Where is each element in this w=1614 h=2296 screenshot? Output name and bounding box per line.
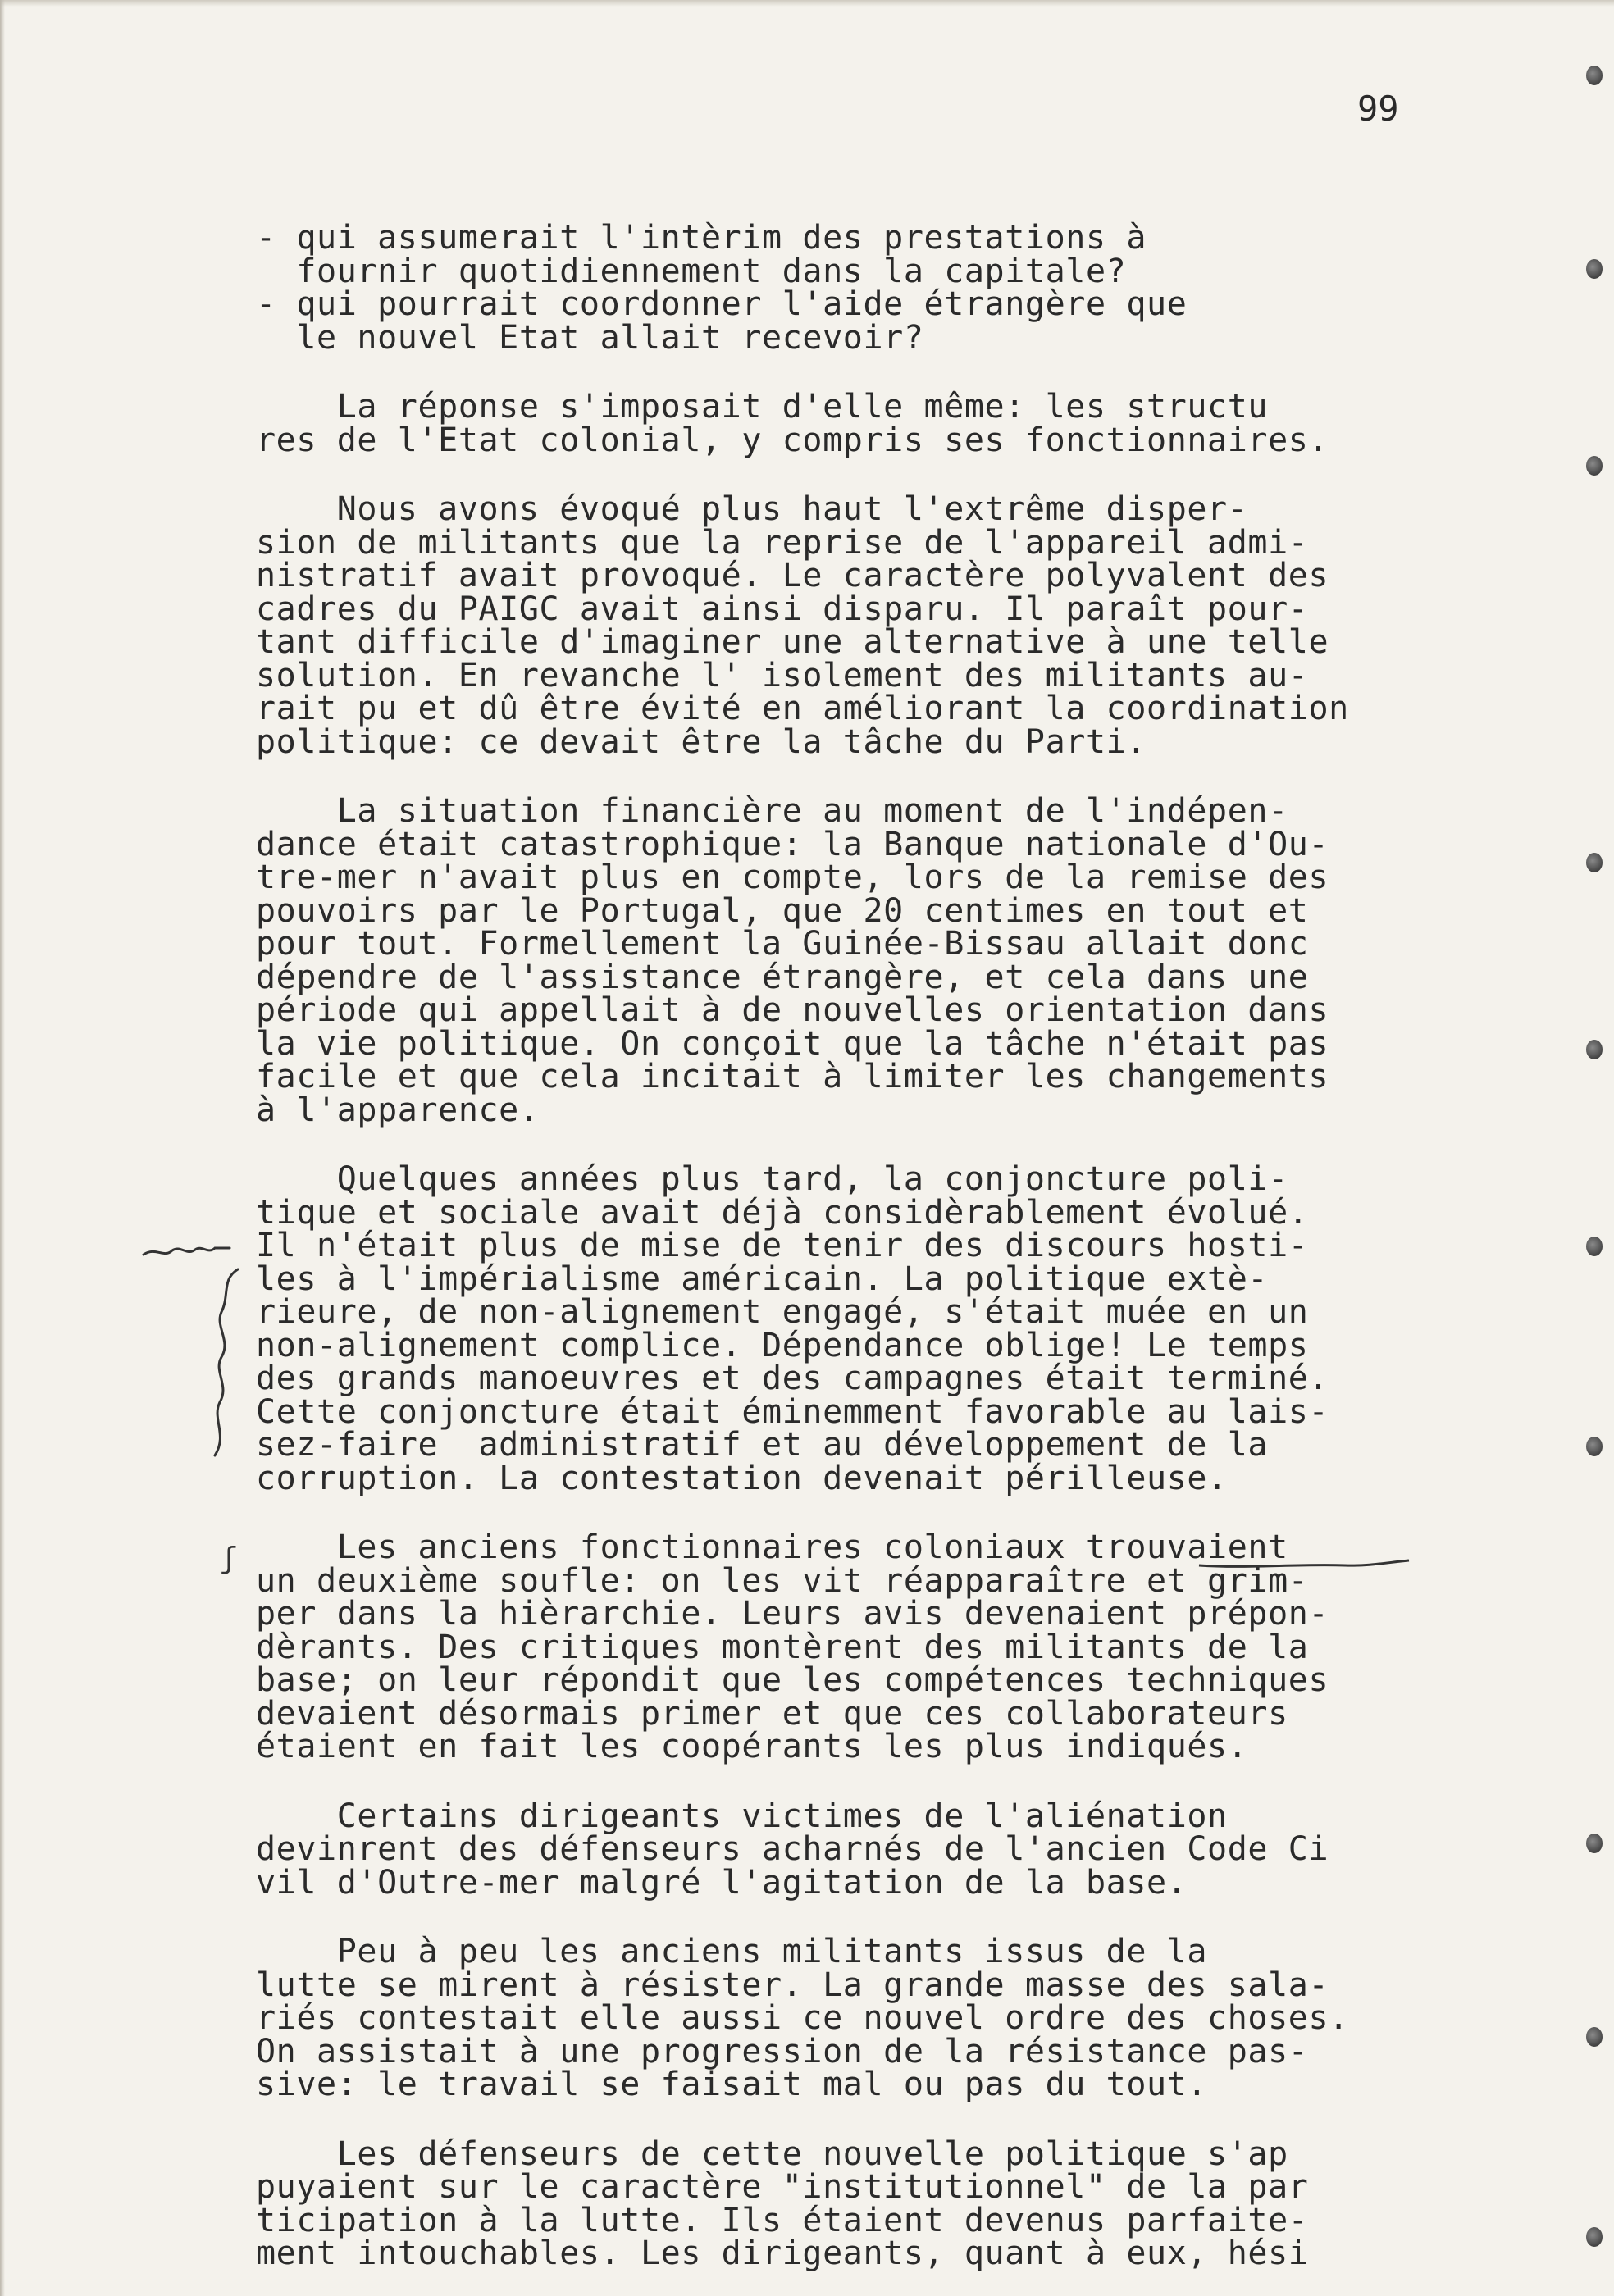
text-line: les à l'impérialisme américain. La politique extè- <box>256 1260 1269 1298</box>
text-line: Cette conjoncture était éminemment favorable au lais- <box>256 1392 1329 1431</box>
text-line: ticipation à la lutte. Ils étaient devenus parfaite- <box>256 2201 1309 2239</box>
binder-hole <box>1586 853 1603 872</box>
binder-hole <box>1586 1834 1603 1853</box>
binder-hole <box>1586 2227 1603 2247</box>
text-line: sive: le travail se faisait mal ou pas du tout. <box>256 2066 1208 2103</box>
text-line: des grands manoeuvres et des campagnes était terminé. <box>256 1360 1329 1397</box>
text-line: Certains dirigeants victimes de l'aliénation <box>256 1797 1228 1835</box>
text-line: Les anciens fonctionnaires coloniaux trouvaient <box>256 1528 1288 1566</box>
text-line: Les défenseurs de cette nouvelle politique s'ap <box>256 2134 1288 2173</box>
text-line: cadres du PAIGC avait ainsi disparu. Il paraît pour- <box>256 590 1309 628</box>
text-line: Nous avons évoqué plus haut l'extrême disper- <box>256 490 1248 528</box>
text-line: vil d'Outre-mer malgré l'agitation de la base. <box>256 1863 1188 1902</box>
text-line: Quelques années plus tard, la conjoncture poli- <box>256 1160 1288 1198</box>
text-line: non-alignement complice. Dépendance oblige! Le temps <box>256 1326 1309 1364</box>
text-line: dance était catastrophique: la Banque nationale d'Ou- <box>256 825 1329 863</box>
text-line: solution. En revanche l' isolement des militants au- <box>256 656 1309 695</box>
text-line: pouvoirs par le Portugal, que 20 centimes en tout et <box>256 891 1309 930</box>
paragraph-gap <box>256 1495 1420 1531</box>
page-left-edge <box>0 0 5 2296</box>
text-line: fournir quotidiennement dans la capitale? <box>256 252 1127 290</box>
text-line: tre-mer n'avait plus en compte, lors de la remise des <box>256 859 1329 896</box>
page-top-edge <box>0 0 1614 7</box>
text-line: le nouvel Etat allait recevoir? <box>256 318 924 357</box>
text-line: On assistait à une progression de la résistance pas- <box>256 2032 1309 2070</box>
handwritten-margin-tick: ʃ <box>220 1542 238 1575</box>
text-line: rait pu et dû être évité en améliorant la coordination <box>256 690 1349 727</box>
binder-holes <box>1565 0 1614 2296</box>
text-line: nistratif avait provoqué. Le caractère polyvalent des <box>256 557 1329 594</box>
text-line: dèrants. Des critiques montèrent des militants de la <box>256 1628 1309 1666</box>
paragraph-gap <box>256 1899 1420 1935</box>
text-line: - qui pourrait coordonner l'aide étrangère que <box>256 285 1188 323</box>
text-line: res de l'Etat colonial, y compris ses fonctionnaires. <box>256 421 1329 459</box>
binder-hole <box>1586 1040 1603 1059</box>
text-line: devaient désormais primer et que ces collaborateurs <box>256 1694 1288 1733</box>
text-line: tique et sociale avait déjà considèrablement évolué. <box>256 1193 1309 1232</box>
text-line: étaient en fait les coopérants les plus indiqués. <box>256 1728 1248 1765</box>
text-line: la vie politique. On conçoit que la tâche n'était pas <box>256 1024 1329 1063</box>
text-line: facile et que cela incitait à limiter les changements <box>256 1058 1329 1096</box>
text-line: Peu à peu les anciens militants issus de la <box>256 1933 1208 1970</box>
text-line: puyaient sur le caractère "institutionnel" de la par <box>256 2168 1309 2206</box>
paragraph-gap <box>256 758 1420 795</box>
text-line: dépendre de l'assistance étrangère, et cela dans une <box>256 958 1309 996</box>
page-number: 99 <box>1357 89 1399 129</box>
text-line: devinrent des défenseurs acharnés de l'ancien Code Ci <box>256 1830 1329 1868</box>
text-line: sion de militants que la reprise de l'appareil admi- <box>256 523 1309 562</box>
text-line: un deuxième soufle: on les vit réapparaître et grim- <box>256 1561 1309 1600</box>
text-line: per dans la hièrarchie. Leurs avis devenaient prépon- <box>256 1595 1329 1633</box>
paragraph-gap <box>256 354 1420 390</box>
text-line: lutte se mirent à résister. La grande masse des sala- <box>256 1966 1329 2004</box>
text-line: base; on leur répondit que les compétences techniques <box>256 1661 1329 1699</box>
paragraph-gap <box>256 1764 1420 1800</box>
handwritten-underline <box>1197 1556 1411 1572</box>
text-line: corruption. La contestation devenait périlleuse. <box>256 1459 1228 1497</box>
binder-hole <box>1586 456 1603 476</box>
text-line: sez-faire administratif et au développement de la <box>256 1426 1269 1464</box>
text-line: La situation financière au moment de l'indépen- <box>256 792 1288 830</box>
paragraph-gap <box>256 457 1420 493</box>
text-line: période qui appellait à de nouvelles orientation dans <box>256 991 1329 1029</box>
text-line: La réponse s'imposait d'elle même: les structu <box>256 388 1269 426</box>
binder-hole <box>1586 259 1603 279</box>
text-line: - qui assumerait l'intèrim des prestations à <box>256 219 1147 257</box>
typewritten-text-body <box>256 221 1420 2271</box>
text-line: pour tout. Formellement la Guinée-Bissau allait donc <box>256 925 1309 963</box>
text-line: Il n'était plus de mise de tenir des discours hosti- <box>256 1227 1309 1264</box>
paragraph-gap <box>256 2102 1420 2138</box>
text-line: tant difficile d'imaginer une alternative à une telle <box>256 623 1329 661</box>
binder-hole <box>1586 1437 1603 1456</box>
text-line: politique: ce devait être la tâche du Parti. <box>256 722 1147 761</box>
binder-hole <box>1586 66 1603 85</box>
text-line: à l'apparence. <box>256 1091 540 1129</box>
text-line: riés contestait elle aussi ce nouvel ordre des choses. <box>256 1999 1349 2037</box>
paragraph-gap <box>256 1127 1420 1163</box>
handwritten-margin-bracket <box>139 1230 254 1476</box>
text-line: ment intouchables. Les dirigeants, quant à eux, hési <box>256 2234 1309 2272</box>
binder-hole <box>1586 2027 1603 2047</box>
binder-hole <box>1586 1237 1603 1256</box>
text-line: rieure, de non-alignement engagé, s'était muée en un <box>256 1293 1309 1331</box>
